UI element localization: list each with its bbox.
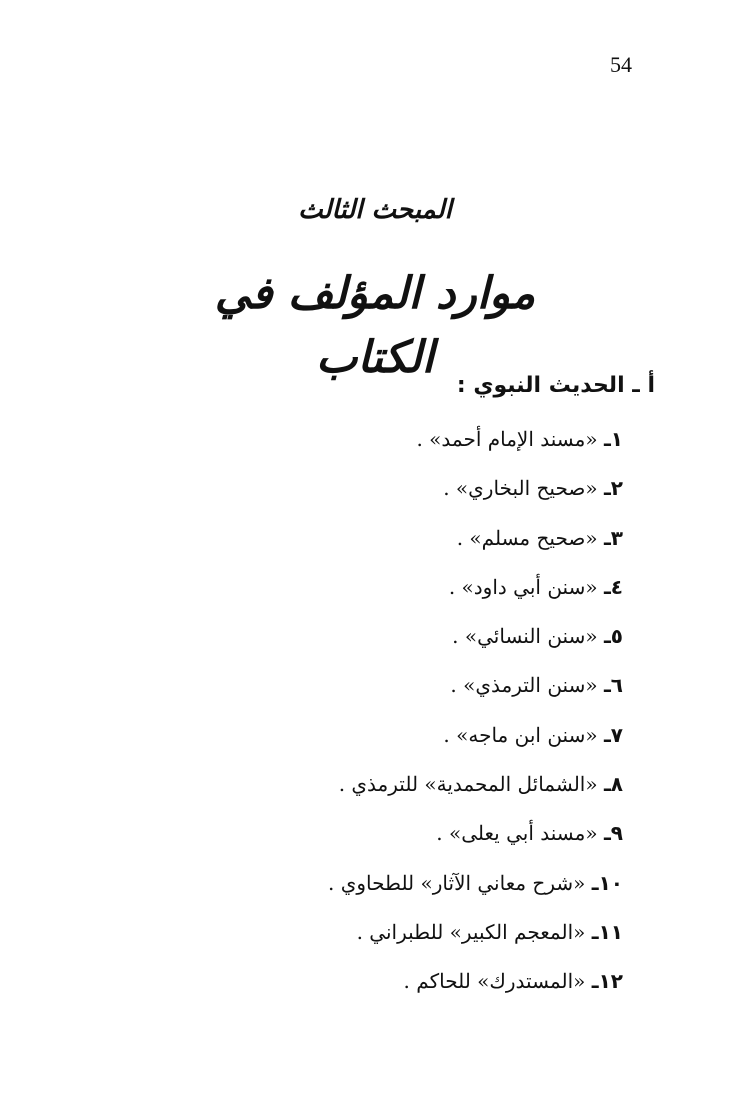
- list-item: [328, 960, 623, 1009]
- source-list: [328, 418, 623, 1010]
- item-number: ٩ـ: [603, 821, 623, 846]
- item-number: ٧ـ: [603, 722, 623, 747]
- list-item: [328, 566, 623, 615]
- item-text: «مسند أبي يعلى» .: [436, 821, 604, 846]
- item-number: ٥ـ: [603, 624, 623, 649]
- item-text: «المستدرك» للحاكم .: [403, 969, 592, 994]
- item-number: ٣ـ: [603, 525, 623, 550]
- item-number: ٦ـ: [603, 673, 623, 698]
- item-number: ٨ـ: [603, 772, 623, 797]
- item-text: «صحيح البخاري» .: [443, 476, 604, 501]
- list-item: [328, 714, 623, 763]
- item-text: «سنن الترمذي» .: [450, 673, 604, 698]
- list-item: [328, 911, 623, 960]
- item-text: «المعجم الكبير» للطبراني .: [356, 919, 592, 944]
- section-heading: أ ـ الحديث النبوي :: [456, 373, 655, 398]
- item-number: ١١ـ: [591, 919, 623, 944]
- item-number: ١ـ: [603, 427, 623, 451]
- item-text: «سنن ابن ماجه» .: [443, 722, 604, 747]
- list-item: [328, 467, 623, 516]
- list-item: [328, 763, 623, 812]
- item-number: ١٢ـ: [591, 969, 623, 994]
- item-text: «شرح معاني الآثار» للطحاوي .: [328, 870, 592, 895]
- chapter-label: المبحث الثالث: [298, 195, 452, 225]
- list-item: [328, 812, 623, 861]
- item-text: «صحيح مسلم» .: [456, 525, 604, 550]
- item-number: ٢ـ: [603, 476, 623, 501]
- chapter-title: موارد المؤلف في الكتاب: [214, 268, 536, 383]
- list-item: [328, 418, 623, 467]
- item-number: ١٠ـ: [591, 870, 623, 895]
- item-text: «سنن النسائي» .: [452, 624, 604, 649]
- page-number: 54: [610, 52, 632, 77]
- item-text: «الشمائل المحمدية» للترمذي .: [338, 772, 604, 797]
- item-number: ٤ـ: [603, 574, 623, 599]
- list-item: [328, 664, 623, 713]
- item-text: «سنن أبي داود» .: [448, 574, 604, 599]
- list-item: [328, 615, 623, 664]
- item-text: «مسند الإمام أحمد» .: [416, 427, 604, 451]
- list-item: [328, 517, 623, 566]
- list-item: [328, 862, 623, 911]
